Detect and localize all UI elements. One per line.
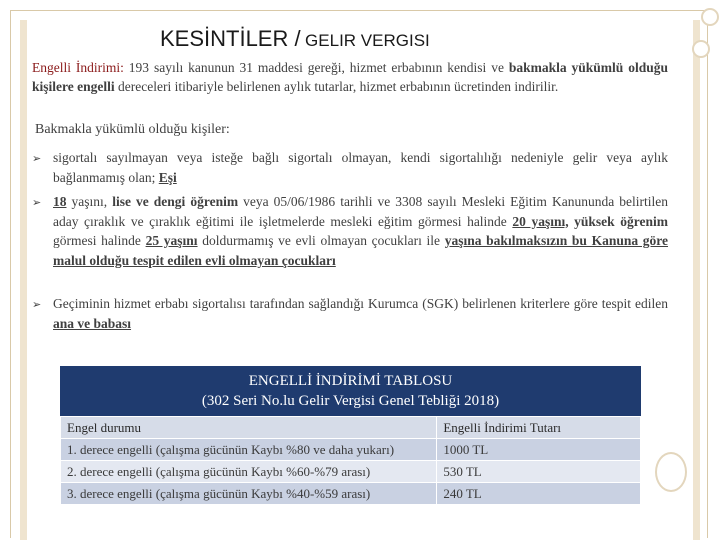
- cell-status: 2. derece engelli (çalışma gücünün Kaybı %60-%79 arası): [61, 461, 437, 483]
- table-row: [61, 483, 641, 505]
- bullet-emphasis: ana ve babası: [53, 315, 132, 331]
- bullet-emphasis: 20 yaşını,: [512, 213, 569, 229]
- table-title-line1: ENGELLİ İNDİRİMİ TABLOSU: [248, 373, 453, 389]
- intro-text-end: dereceleri itibariyle belirlenen aylık tutarlar, hizmet erbabının ücretinden indirilir.: [114, 79, 559, 94]
- bullet-text: görmesi halinde: [53, 233, 146, 248]
- arrow-bullet-icon: ➢: [32, 152, 42, 165]
- disability-discount-table: [60, 416, 641, 505]
- table-title: [60, 366, 641, 416]
- table-header-row: [61, 417, 641, 439]
- column-header-amount: Engelli İndirimi Tutarı: [437, 417, 641, 439]
- decor-ring-middle: [692, 40, 710, 58]
- subheading: Bakmakla yükümlü olduğu kişiler:: [35, 122, 230, 137]
- column-header-status: Engel durumu: [61, 417, 437, 439]
- intro-text: 193 sayılı kanunun 31 maddesi gereği, hizmet erbabının kendisi ve: [123, 60, 509, 75]
- cell-status: 3. derece engelli (çalışma gücünün Kaybı %40-%59 arası): [61, 483, 437, 505]
- intro-bold: bakmakla yükümlü olduğu kişilere engelli: [32, 60, 668, 94]
- table-title-line2: (302 Seri No.lu Gelir Vergisi Genel Tebliği 2018): [201, 393, 500, 409]
- table-row: [61, 439, 641, 461]
- bullet-emphasis: Eşi: [158, 169, 177, 185]
- cell-amount: 240 TL: [437, 483, 641, 505]
- table-row: [61, 461, 641, 483]
- bullet-emphasis: 18: [53, 194, 67, 209]
- bullet-bold: yüksek öğrenim: [568, 213, 668, 229]
- arrow-bullet-icon: ➢: [32, 298, 42, 311]
- intro-label: Engelli İndirimi:: [32, 60, 124, 75]
- title-sub: GELIR VERGISI: [305, 31, 430, 50]
- list-item-children: [32, 192, 668, 270]
- right-decor-rail: [693, 20, 700, 540]
- bullet-text: Geçiminin hizmet erbabı sigortalısı tarafından sağlandığı Kurumca (SGK) belirlenen kriterlere göre tespit edilen: [53, 296, 668, 311]
- decor-ring-top: [701, 8, 719, 26]
- cell-amount: 530 TL: [437, 461, 641, 483]
- bullet-emphasis: 25 yaşını: [145, 233, 198, 248]
- bullet-text: veya 05/06/1986 tarihli ve 3308 sayılı Mesleki Eğitim Kanununda belirtilen aday çıraklık ve çıraklık eğitimi ile işletmelerde mesleki eğitim görmesi halinde: [53, 194, 668, 229]
- list-item-spouse: [32, 148, 668, 187]
- bullet-text: yaşını,: [66, 194, 113, 209]
- bullet-bold: lise ve dengi öğrenim: [112, 194, 239, 209]
- list-item-parents: [32, 294, 668, 333]
- bullet-text: doldurmamış ve evli olmayan çocukları ile: [197, 233, 445, 248]
- cell-status: 1. derece engelli (çalışma gücünün Kaybı %80 ve daha yukarı): [61, 439, 437, 461]
- title-main: KESİNTİLER /: [160, 26, 301, 51]
- left-decor-rail: [20, 20, 27, 540]
- decor-ring-bottom: [655, 452, 687, 492]
- bullet-emphasis: yaşına bakılmaksızın bu Kanuna göre malul olduğu tespit edilen evli olmayan çocukları: [53, 233, 669, 268]
- cell-amount: 1000 TL: [437, 439, 641, 461]
- intro-paragraph: [32, 58, 668, 96]
- bullet-text: sigortalı sayılmayan veya isteğe bağlı sigortalı olmayan, kendi sigortalılığı nedeniyle gelir veya aylık bağlanmamış olan;: [53, 150, 668, 185]
- arrow-bullet-icon: ➢: [32, 196, 42, 209]
- page-title: [160, 26, 430, 52]
